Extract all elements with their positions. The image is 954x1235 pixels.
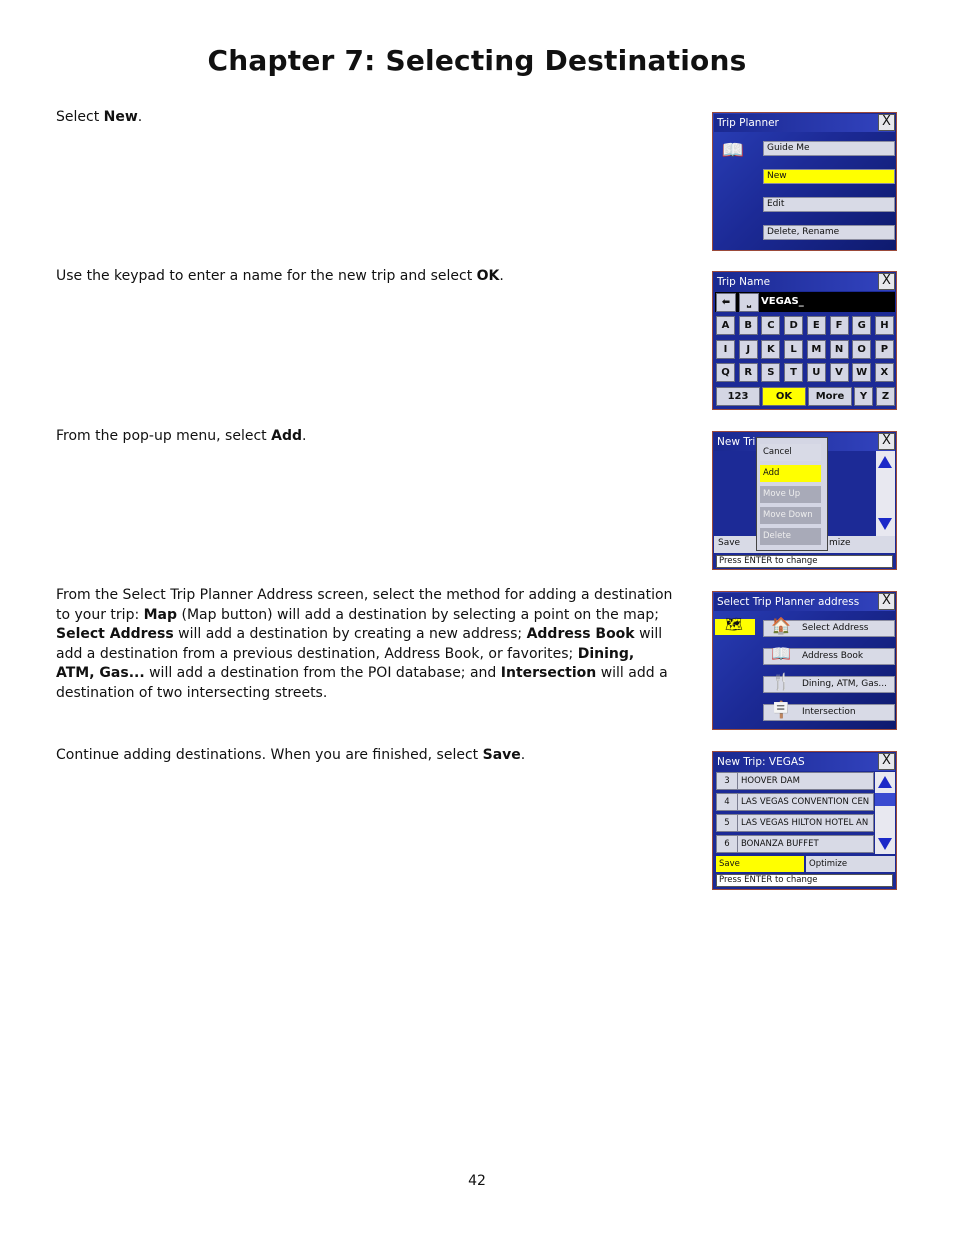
book-icon: 📖: [771, 644, 791, 663]
popup-menu: [756, 437, 828, 551]
key-q[interactable]: Q: [716, 363, 735, 382]
space-key[interactable]: ⎵: [739, 293, 759, 312]
chapter-title: Chapter 7: Selecting Destinations: [207, 44, 747, 77]
key-o[interactable]: O: [852, 340, 871, 359]
list-item[interactable]: 4 LAS VEGAS CONVENTION CEN: [716, 793, 874, 811]
optimize-button[interactable]: mize: [829, 538, 851, 548]
close-icon[interactable]: X: [878, 593, 895, 610]
screen-title: New Tri: [714, 433, 895, 451]
key-b[interactable]: B: [739, 316, 758, 335]
key-s[interactable]: S: [761, 363, 780, 382]
dining-atm-gas-button[interactable]: Dining, ATM, Gas...: [763, 676, 895, 693]
key-v[interactable]: V: [830, 363, 849, 382]
key-h[interactable]: H: [875, 316, 894, 335]
scroll-down-icon[interactable]: [878, 518, 892, 530]
popup-move-down: Move Down: [760, 507, 821, 524]
key-x[interactable]: X: [875, 363, 894, 382]
list-item[interactable]: 5 LAS VEGAS HILTON HOTEL AN: [716, 814, 874, 832]
numbers-key[interactable]: 123: [716, 387, 760, 406]
key-k[interactable]: K: [761, 340, 780, 359]
key-j[interactable]: J: [739, 340, 758, 359]
popup-delete: Delete: [760, 528, 821, 545]
step-select-add: From the pop-up menu, select Add.: [56, 428, 307, 444]
save-button[interactable]: Save: [718, 538, 741, 548]
popup-add[interactable]: Add: [760, 465, 821, 482]
intersection-button[interactable]: Intersection: [763, 704, 895, 721]
guide-me-button[interactable]: Guide Me: [763, 141, 895, 156]
screen-title: Trip Planner: [714, 114, 895, 132]
more-key[interactable]: More: [808, 387, 852, 406]
screen-title: New Trip: VEGAS: [714, 753, 895, 771]
map-button[interactable]: [715, 619, 755, 635]
key-g[interactable]: G: [852, 316, 871, 335]
popup-move-up: Move Up: [760, 486, 821, 503]
key-n[interactable]: N: [830, 340, 849, 359]
trip-planner-icon: 📖: [721, 140, 745, 161]
scroll-up-icon[interactable]: [878, 456, 892, 468]
backspace-icon[interactable]: ⬅: [716, 293, 736, 312]
list-item[interactable]: 3 HOOVER DAM: [716, 772, 874, 790]
delete-rename-button[interactable]: Delete, Rename: [763, 225, 895, 240]
key-u[interactable]: U: [807, 363, 826, 382]
poi-icon: 🍴: [771, 672, 791, 691]
popup-cancel[interactable]: Cancel: [760, 444, 821, 461]
map-icon: 🗺: [725, 617, 743, 633]
address-book-button[interactable]: Address Book: [763, 648, 895, 665]
status-footer: Press ENTER to change: [716, 874, 893, 887]
close-icon[interactable]: X: [878, 114, 895, 131]
key-a[interactable]: A: [716, 316, 735, 335]
close-icon[interactable]: X: [878, 273, 895, 290]
close-icon[interactable]: X: [878, 753, 895, 770]
key-d[interactable]: D: [784, 316, 803, 335]
select-address-button[interactable]: Select Address: [763, 620, 895, 637]
screen-title: Select Trip Planner address: [714, 593, 895, 611]
screen-title: Trip Name: [714, 273, 895, 291]
scroll-up-icon[interactable]: [878, 776, 892, 788]
key-r[interactable]: R: [739, 363, 758, 382]
edit-button[interactable]: Edit: [763, 197, 895, 212]
house-icon: 🏠: [771, 616, 791, 635]
key-p[interactable]: P: [875, 340, 894, 359]
step-select-save: Continue adding destinations. When you are finished, select Save.: [56, 747, 526, 763]
step-select-new: Select New.: [56, 109, 143, 125]
key-i[interactable]: I: [716, 340, 735, 359]
key-c[interactable]: C: [761, 316, 780, 335]
close-icon[interactable]: X: [878, 433, 895, 450]
optimize-button[interactable]: Optimize: [806, 856, 895, 872]
list-item[interactable]: 6 BONANZA BUFFET: [716, 835, 874, 853]
key-f[interactable]: F: [830, 316, 849, 335]
new-button[interactable]: New: [763, 169, 895, 184]
trip-name-field[interactable]: VEGAS_: [761, 296, 804, 307]
scroll-down-icon[interactable]: [878, 838, 892, 850]
key-w[interactable]: W: [852, 363, 871, 382]
street-sign-icon: 🪧: [771, 700, 791, 719]
key-m[interactable]: M: [807, 340, 826, 359]
step-select-method: From the Select Trip Planner Address screen, select the method for adding a destination to your trip: Map (Map button) will add a destination by selecting a point on the map; Select Address will add a destination by creating a new address; Address Book will add a destination from a previous destination, Address Book, or favorites; Dining, ATM, Gas... will add a destination from the POI database; and Intersection will add a destination of two intersecting streets.: [56, 587, 673, 701]
key-y[interactable]: Y: [854, 387, 873, 406]
status-footer: Press ENTER to change: [716, 555, 893, 568]
key-l[interactable]: L: [784, 340, 803, 359]
trip-name-keypad-screenshot: [712, 271, 897, 410]
ok-button[interactable]: OK: [762, 387, 806, 406]
select-trip-planner-address-screenshot: [712, 591, 897, 730]
key-e[interactable]: E: [807, 316, 826, 335]
save-button[interactable]: Save: [716, 856, 804, 872]
scroll-thumb[interactable]: [875, 793, 895, 806]
key-t[interactable]: T: [784, 363, 803, 382]
trip-popup-menu-screenshot: [712, 431, 897, 570]
step-enter-name: Use the keypad to enter a name for the new trip and select OK.: [56, 268, 504, 284]
page-number: 42: [468, 1173, 486, 1189]
trip-planner-screenshot: [712, 112, 897, 251]
key-z[interactable]: Z: [876, 387, 895, 406]
new-trip-vegas-screenshot: [712, 751, 897, 890]
